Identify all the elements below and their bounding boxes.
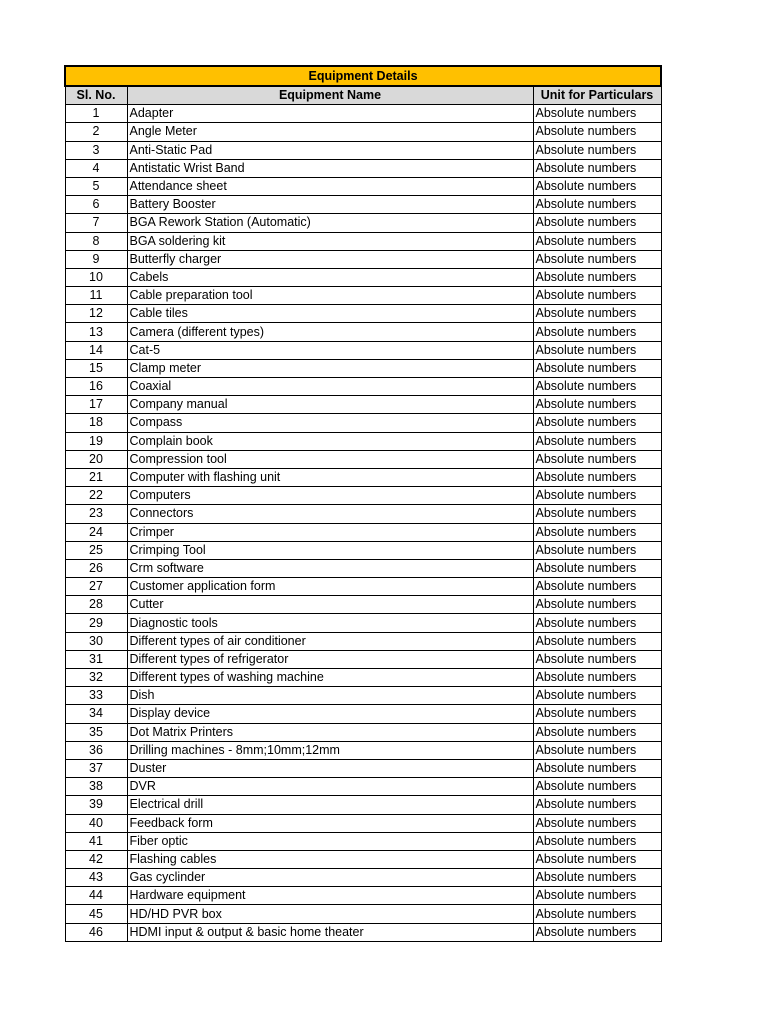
cell-serial-number: 33 [65,687,127,705]
cell-serial-number: 34 [65,705,127,723]
cell-equipment-name: Cutter [127,596,533,614]
cell-equipment-name: Attendance sheet [127,177,533,195]
cell-serial-number: 6 [65,196,127,214]
cell-unit: Absolute numbers [533,887,661,905]
header-unit: Unit for Particulars [533,86,661,105]
table-row [65,923,661,941]
table-header-row [65,86,661,105]
cell-equipment-name: Flashing cables [127,850,533,868]
cell-unit: Absolute numbers [533,396,661,414]
table-row [65,814,661,832]
cell-equipment-name: Coaxial [127,378,533,396]
cell-equipment-name: Anti-Static Pad [127,141,533,159]
cell-serial-number: 41 [65,832,127,850]
cell-unit: Absolute numbers [533,650,661,668]
cell-serial-number: 11 [65,287,127,305]
cell-equipment-name: Feedback form [127,814,533,832]
table-row [65,305,661,323]
equipment-sheet [64,65,660,942]
cell-serial-number: 5 [65,177,127,195]
cell-equipment-name: Connectors [127,505,533,523]
cell-serial-number: 23 [65,505,127,523]
cell-equipment-name: Camera (different types) [127,323,533,341]
cell-serial-number: 35 [65,723,127,741]
cell-serial-number: 20 [65,450,127,468]
cell-unit: Absolute numbers [533,232,661,250]
cell-equipment-name: HDMI input & output & basic home theater [127,923,533,941]
cell-equipment-name: DVR [127,778,533,796]
cell-equipment-name: Cable tiles [127,305,533,323]
cell-unit: Absolute numbers [533,632,661,650]
cell-equipment-name: Crimper [127,523,533,541]
table-row [65,505,661,523]
cell-equipment-name: Display device [127,705,533,723]
cell-equipment-name: BGA soldering kit [127,232,533,250]
cell-unit: Absolute numbers [533,850,661,868]
cell-serial-number: 15 [65,359,127,377]
cell-serial-number: 12 [65,305,127,323]
table-row [65,378,661,396]
table-row [65,105,661,123]
cell-serial-number: 29 [65,614,127,632]
cell-unit: Absolute numbers [533,687,661,705]
cell-serial-number: 14 [65,341,127,359]
table-body [65,105,661,942]
table-row [65,669,661,687]
table-row [65,796,661,814]
table-row [65,869,661,887]
cell-equipment-name: Crimping Tool [127,541,533,559]
cell-serial-number: 4 [65,159,127,177]
table-row [65,159,661,177]
cell-unit: Absolute numbers [533,450,661,468]
cell-unit: Absolute numbers [533,869,661,887]
cell-serial-number: 31 [65,650,127,668]
cell-equipment-name: Customer application form [127,578,533,596]
table-row [65,614,661,632]
cell-serial-number: 7 [65,214,127,232]
cell-unit: Absolute numbers [533,505,661,523]
cell-equipment-name: Company manual [127,396,533,414]
table-row [65,250,661,268]
table-row [65,468,661,486]
cell-serial-number: 30 [65,632,127,650]
cell-equipment-name: Computers [127,487,533,505]
cell-serial-number: 39 [65,796,127,814]
cell-equipment-name: Butterfly charger [127,250,533,268]
cell-serial-number: 38 [65,778,127,796]
cell-equipment-name: Adapter [127,105,533,123]
table-row [65,432,661,450]
cell-unit: Absolute numbers [533,578,661,596]
table-row [65,323,661,341]
table-row [65,214,661,232]
cell-equipment-name: Diagnostic tools [127,614,533,632]
table-row [65,232,661,250]
cell-unit: Absolute numbers [533,268,661,286]
cell-serial-number: 27 [65,578,127,596]
table-row [65,905,661,923]
cell-unit: Absolute numbers [533,923,661,941]
equipment-table [64,65,662,942]
table-row [65,850,661,868]
cell-equipment-name: Cable preparation tool [127,287,533,305]
cell-unit: Absolute numbers [533,705,661,723]
cell-serial-number: 10 [65,268,127,286]
cell-serial-number: 46 [65,923,127,941]
cell-equipment-name: Crm software [127,559,533,577]
cell-equipment-name: Cabels [127,268,533,286]
table-row [65,287,661,305]
cell-equipment-name: Compass [127,414,533,432]
table-row [65,559,661,577]
cell-unit: Absolute numbers [533,123,661,141]
cell-serial-number: 42 [65,850,127,868]
cell-unit: Absolute numbers [533,341,661,359]
table-row [65,359,661,377]
cell-unit: Absolute numbers [533,159,661,177]
table-row [65,741,661,759]
table-title-row [65,66,661,86]
cell-serial-number: 26 [65,559,127,577]
table-row [65,141,661,159]
cell-unit: Absolute numbers [533,359,661,377]
cell-equipment-name: Antistatic Wrist Band [127,159,533,177]
cell-equipment-name: Drilling machines - 8mm;10mm;12mm [127,741,533,759]
cell-equipment-name: Angle Meter [127,123,533,141]
cell-unit: Absolute numbers [533,414,661,432]
cell-unit: Absolute numbers [533,378,661,396]
cell-unit: Absolute numbers [533,214,661,232]
cell-serial-number: 45 [65,905,127,923]
cell-equipment-name: Cat-5 [127,341,533,359]
cell-equipment-name: BGA Rework Station (Automatic) [127,214,533,232]
cell-serial-number: 36 [65,741,127,759]
table-row [65,487,661,505]
cell-serial-number: 17 [65,396,127,414]
table-row [65,541,661,559]
cell-unit: Absolute numbers [533,759,661,777]
cell-unit: Absolute numbers [533,669,661,687]
cell-unit: Absolute numbers [533,287,661,305]
cell-serial-number: 43 [65,869,127,887]
table-row [65,196,661,214]
cell-serial-number: 16 [65,378,127,396]
cell-equipment-name: Battery Booster [127,196,533,214]
table-title: Equipment Details [65,66,661,86]
table-row [65,759,661,777]
cell-unit: Absolute numbers [533,905,661,923]
table-row [65,632,661,650]
table-row [65,414,661,432]
cell-equipment-name: Dish [127,687,533,705]
cell-equipment-name: Duster [127,759,533,777]
cell-serial-number: 25 [65,541,127,559]
cell-equipment-name: Computer with flashing unit [127,468,533,486]
cell-unit: Absolute numbers [533,105,661,123]
cell-equipment-name: Clamp meter [127,359,533,377]
cell-unit: Absolute numbers [533,305,661,323]
table-row [65,705,661,723]
cell-serial-number: 22 [65,487,127,505]
cell-serial-number: 28 [65,596,127,614]
table-row [65,578,661,596]
cell-serial-number: 3 [65,141,127,159]
cell-serial-number: 18 [65,414,127,432]
table-row [65,723,661,741]
cell-unit: Absolute numbers [533,177,661,195]
cell-unit: Absolute numbers [533,541,661,559]
cell-unit: Absolute numbers [533,741,661,759]
cell-equipment-name: Electrical drill [127,796,533,814]
cell-equipment-name: Dot Matrix Printers [127,723,533,741]
cell-unit: Absolute numbers [533,323,661,341]
table-row [65,450,661,468]
header-serial-number: Sl. No. [65,86,127,105]
cell-unit: Absolute numbers [533,796,661,814]
cell-serial-number: 1 [65,105,127,123]
cell-equipment-name: Complain book [127,432,533,450]
cell-unit: Absolute numbers [533,832,661,850]
cell-serial-number: 32 [65,669,127,687]
header-equipment-name: Equipment Name [127,86,533,105]
cell-equipment-name: Gas cyclinder [127,869,533,887]
cell-equipment-name: Different types of refrigerator [127,650,533,668]
table-row [65,596,661,614]
cell-equipment-name: HD/HD PVR box [127,905,533,923]
cell-serial-number: 40 [65,814,127,832]
table-row [65,832,661,850]
cell-unit: Absolute numbers [533,141,661,159]
table-row [65,341,661,359]
cell-equipment-name: Compression tool [127,450,533,468]
table-row [65,177,661,195]
cell-equipment-name: Different types of washing machine [127,669,533,687]
table-row [65,396,661,414]
cell-unit: Absolute numbers [533,468,661,486]
table-row [65,123,661,141]
cell-serial-number: 13 [65,323,127,341]
cell-serial-number: 24 [65,523,127,541]
table-row [65,650,661,668]
cell-unit: Absolute numbers [533,196,661,214]
cell-unit: Absolute numbers [533,778,661,796]
cell-unit: Absolute numbers [533,487,661,505]
cell-serial-number: 2 [65,123,127,141]
cell-serial-number: 19 [65,432,127,450]
cell-unit: Absolute numbers [533,432,661,450]
cell-serial-number: 44 [65,887,127,905]
cell-serial-number: 21 [65,468,127,486]
table-row [65,687,661,705]
cell-unit: Absolute numbers [533,559,661,577]
cell-unit: Absolute numbers [533,596,661,614]
cell-unit: Absolute numbers [533,523,661,541]
cell-unit: Absolute numbers [533,723,661,741]
cell-unit: Absolute numbers [533,250,661,268]
table-row [65,778,661,796]
table-row [65,523,661,541]
cell-unit: Absolute numbers [533,614,661,632]
cell-serial-number: 8 [65,232,127,250]
cell-equipment-name: Different types of air conditioner [127,632,533,650]
table-row [65,887,661,905]
cell-unit: Absolute numbers [533,814,661,832]
cell-serial-number: 9 [65,250,127,268]
cell-equipment-name: Fiber optic [127,832,533,850]
table-row [65,268,661,286]
cell-equipment-name: Hardware equipment [127,887,533,905]
cell-serial-number: 37 [65,759,127,777]
